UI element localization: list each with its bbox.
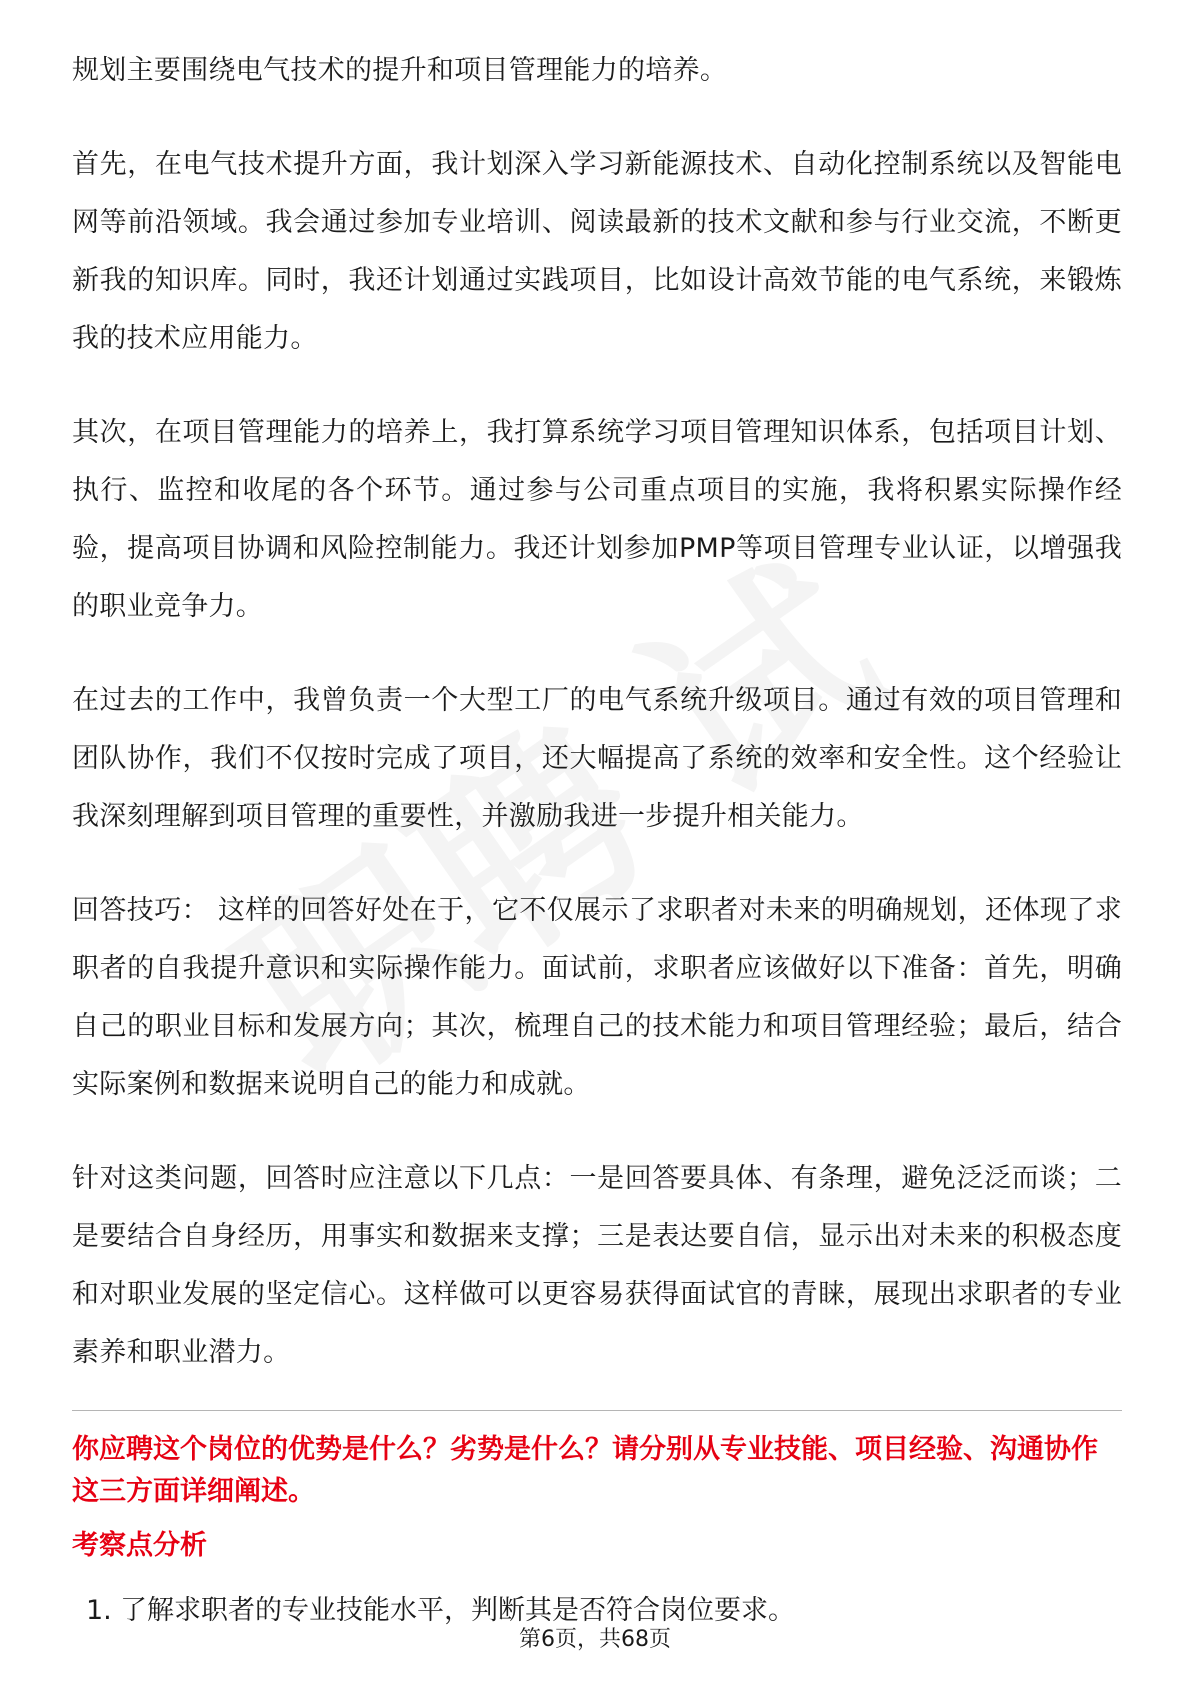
analysis-heading: 考察点分析	[72, 1530, 207, 1561]
paragraph-notes: 针对这类问题，回答时应注意以下几点：一是回答要具体、有条理，避免泛泛而谈；二是要结合自身经历，用事实和数据来支撑；三是表达要自信，显示出对未来的积极态度和对职业发展的坚定信心。这样做可以更容易获得面试官的青睐，展现出求职者的专业素养和职业潜力。	[72, 1163, 1122, 1368]
document-body	[72, 42, 1122, 1635]
page-footer: 第6页，共68页	[519, 1627, 671, 1652]
paragraph-3: 其次，在项目管理能力的培养上，我打算系统学习项目管理知识体系，包括项目计划、执行、监控和收尾的各个环节。通过参与公司重点项目的实施，我将积累实际操作经验，提高项目协调和风险控制能力。我还计划参加PMP等项目管理专业认证，以增强我的职业竞争力。	[72, 417, 1122, 622]
paragraph-1: 规划主要围绕电气技术的提升和项目管理能力的培养。	[72, 55, 728, 86]
list-item-text: 了解求职者的专业技能水平，判断其是否符合岗位要求。	[120, 1595, 795, 1626]
paragraph-4: 在过去的工作中，我曾负责一个大型工厂的电气系统升级项目。通过有效的项目管理和团队协作，我们不仅按时完成了项目，还大幅提高了系统的效率和安全性。这个经验让我深刻理解到项目管理的重要性，并激励我进一步提升相关能力。	[72, 685, 1122, 832]
paragraph-2: 首先，在电气技术提升方面，我计划深入学习新能源技术、自动化控制系统以及智能电网等前沿领域。我会通过参加专业培训、阅读最新的技术文献和参与行业交流，不断更新我的知识库。同时，我还计划通过实践项目，比如设计高效节能的电气系统，来锻炼我的技术应用能力。	[72, 149, 1122, 354]
section-divider	[72, 1410, 1122, 1411]
interview-question: 你应聘这个岗位的优势是什么？劣势是什么？请分别从专业技能、项目经验、沟通协作这三方面详细阐述。	[72, 1434, 1098, 1507]
list-item-number: 1.	[86, 1595, 112, 1626]
paragraph-answer-tips: 回答技巧： 这样的回答好处在于，它不仅展示了求职者对未来的明确规划，还体现了求职者的自我提升意识和实际操作能力。面试前，求职者应该做好以下准备：首先，明确自己的职业目标和发展方向；其次，梳理自己的技术能力和项目管理经验；最后，结合实际案例和数据来说明自己的能力和成就。	[72, 895, 1122, 1100]
